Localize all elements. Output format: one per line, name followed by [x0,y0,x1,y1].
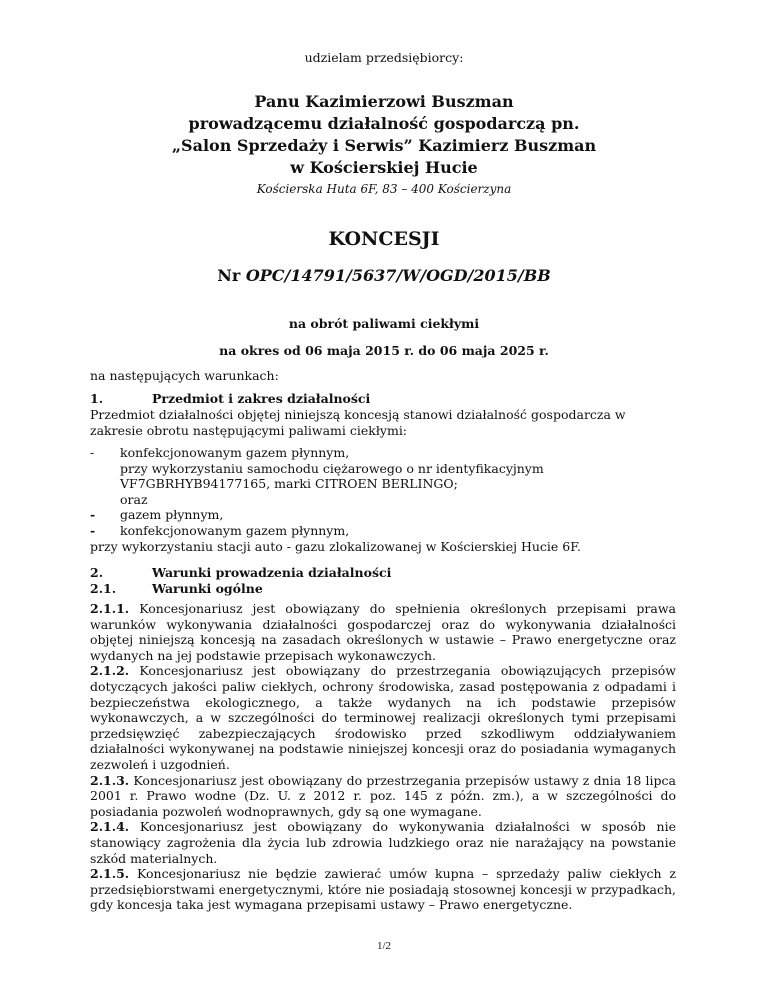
condition-number: 2.1.1. [90,601,130,616]
section-2-1-heading [90,581,676,597]
document-title: KONCESJI [328,228,440,250]
addressee-block [0,91,768,179]
address-line: Kościerska Huta 6F, 83 – 400 Kościerzyna [256,182,512,196]
condition-number: 2.1.3. [90,772,130,788]
bullet-dash: - [90,507,96,523]
condition-item [90,601,676,663]
concession-number [0,266,768,285]
period-line: na okres od 06 maja 2015 r. do 06 maja 2025 r. [219,343,549,358]
condition-number: 2.1.4. [90,819,130,835]
section-2-heading [90,565,676,581]
addressee-line-2: prowadzącemu działalność gospodarczą pn. [188,114,580,133]
bullet-dash: - [90,522,96,538]
intro-line: udzielam przedsiębiorcy: [304,50,464,65]
section-1-title: Przedmiot i zakres działalności [152,391,371,406]
list-closing: przy wykorzystaniu stacji auto - gazu zlokalizowanej w Kościerskiej Hucie 6F. [90,538,581,554]
condition-item [90,819,676,866]
condition-item [90,866,676,913]
page-number: 1/2 [376,940,392,952]
bullet-continuation: przy wykorzystaniu samochodu ciężarowego o nr identyfikacyjnym VF7GBRHYB94177165, marki CITROEN BERLINGO; [120,460,544,492]
list-item [90,507,676,523]
condition-item [90,773,676,820]
list-item [90,523,676,539]
addressee-line-3: „Salon Sprzedaży i Serwis” Kazimierz Buszman [171,136,597,155]
condition-text: Koncesjonariusz jest obowiązany do przestrzegania przepisów ustawy z dnia 18 lipca 2001 r. Prawo wodne (Dz. U. z 2012 r. poz. 145 z późn. zm.), a w szczególności do posiadania pozwoleń wodnoprawnych, gdy są one wymagane. [90,772,676,819]
section-2-1-number: 2.1. [90,581,117,596]
bullet-continuation-and: oraz [120,491,148,507]
section-2-title: Warunki prowadzenia działalności [152,565,392,580]
condition-text: Koncesjonariusz jest obowiązany do wykonywania działalności w sposób nie stanowiący zagrożenia dla życia lub zdrowia ludzkiego oraz nie narażający na powstanie szkód materialnych. [90,819,676,866]
condition-item [90,663,676,772]
number-value: OPC/14791/5637/W/OGD/2015/BB [245,266,551,285]
conditions-list [90,601,676,913]
addressee-line-4: w Kościerskiej Hucie [290,158,478,177]
condition-text: Koncesjonariusz jest obowiązany do spełnienia określonych przepisami prawa warunków wykonywania działalności gospodarczej oraz do wykonywania działalności objętej niniejszą koncesją na zasadach określonych w ustawie – Prawo energetyczne oraz wydanych na jej podstawie przepisach wykonawczych. [90,601,676,663]
conditions-intro: na następujących warunkach: [90,368,279,383]
section-2-1-title: Warunki ogólne [152,581,263,596]
section-1-description: Przedmiot działalności objętej niniejszą koncesją stanowi działalność gospodarcza w zakresie obrotu następującymi paliwami ciekłymi: [90,407,626,438]
bullet-text: gazem płynnym, [120,507,224,523]
bullet-text: konfekcjonowanym gazem płynnym, [120,522,350,538]
fuel-list [90,445,676,554]
number-prefix: Nr [217,266,241,285]
condition-number: 2.1.5. [90,866,130,882]
condition-text: Koncesjonariusz jest obowiązany do przestrzegania obowiązujących przepisów dotyczących jakości paliw ciekłych, ochrony środowiska, zasad postępowania z odpadami i bezpieczeństwa ekologicznego, a także wydanych na ich podstawie przepisów wykonawczych, a w szczególności do terminowej realizacji określonych tymi przepisami przedsięwzięć zabezpieczających środowisko przed szkodliwym oddziaływaniem działalności wykonywanej na podstawie niniejszej koncesji oraz do posiadania wymaganych zezwoleń i uzgodnień. [90,663,676,772]
bullet-text: konfekcjonowanym gazem płynnym, [120,445,350,460]
list-item [90,445,676,461]
condition-number: 2.1.2. [90,663,130,679]
bullet-dash: - [90,445,95,460]
section-2-number: 2. [90,565,104,580]
section-1-number: 1. [90,391,104,406]
condition-text: Koncesjonariusz nie będzie zawierać umów kupna – sprzedaży paliw ciekłych z przedsiębiorstwami energetycznymi, które nie posiadają stosownej koncesji w przypadkach, gdy koncesja taka jest wymagana przepisami ustawy – Prawo energetyczne. [90,866,676,913]
section-1-heading [90,391,676,407]
addressee-line-1: Panu Kazimierzowi Buszman [254,92,514,111]
scope-line: na obrót paliwami ciekłymi [288,316,480,331]
